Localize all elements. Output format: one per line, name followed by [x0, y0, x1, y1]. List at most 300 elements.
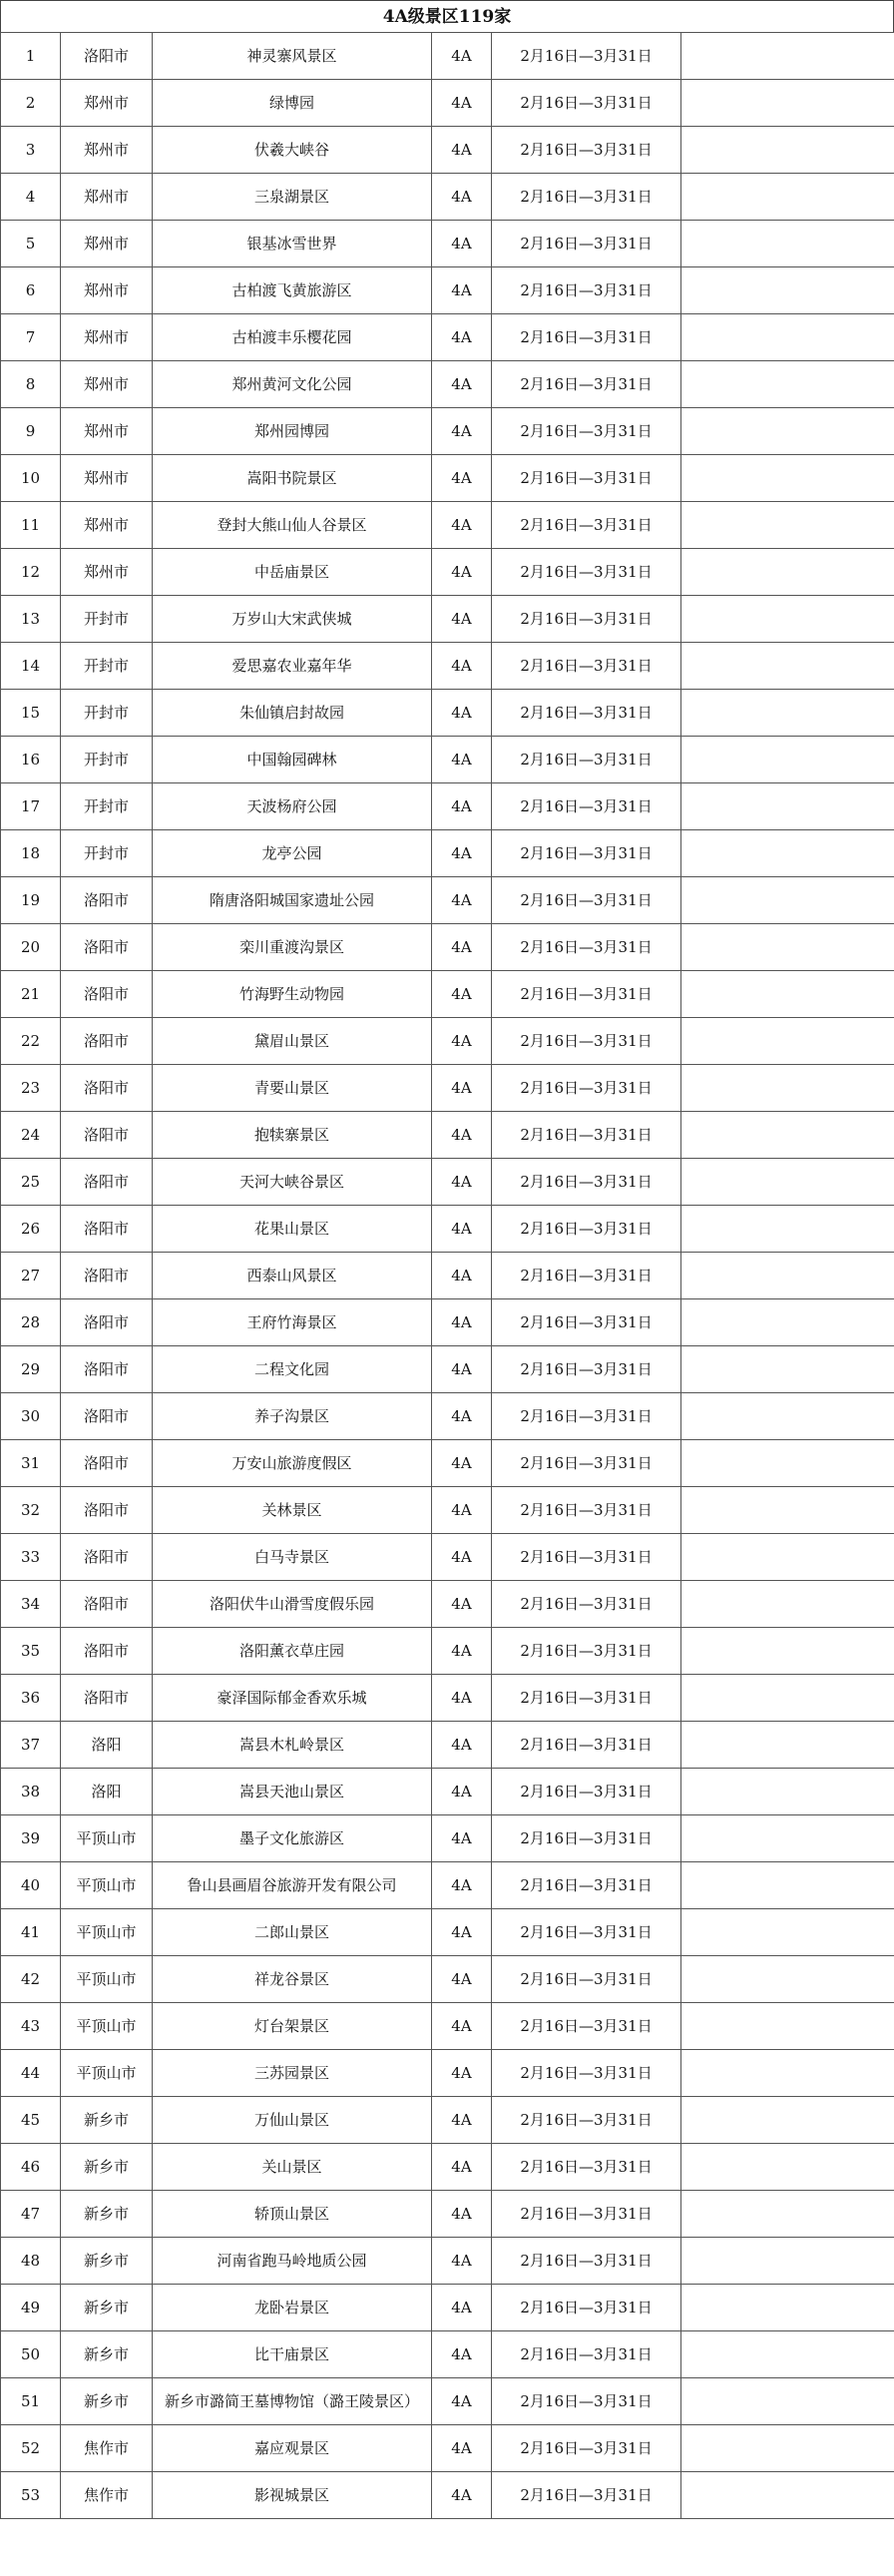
date-range-cell: 2月16日—3月31日	[492, 1769, 681, 1815]
level-cell: 4A	[432, 1346, 492, 1393]
scenic-area-name-cell: 竹海野生动物园	[153, 971, 432, 1018]
empty-cell	[681, 1581, 894, 1628]
scenic-area-name-cell: 古柏渡丰乐樱花园	[153, 314, 432, 361]
scenic-area-name-cell: 洛阳薰衣草庄园	[153, 1628, 432, 1675]
scenic-area-name-cell: 郑州黄河文化公园	[153, 361, 432, 408]
row-number-cell: 2	[1, 80, 61, 127]
city-cell: 洛阳市	[61, 1581, 153, 1628]
row-number-cell: 41	[1, 1909, 61, 1956]
city-cell: 平顶山市	[61, 2050, 153, 2097]
empty-cell	[681, 783, 894, 830]
city-cell: 洛阳市	[61, 1112, 153, 1159]
table-row	[1, 2378, 894, 2425]
row-number-cell: 11	[1, 502, 61, 549]
city-cell: 洛阳市	[61, 1253, 153, 1299]
level-cell: 4A	[432, 1065, 492, 1112]
table-row	[1, 502, 894, 549]
empty-cell	[681, 1065, 894, 1112]
row-number-cell: 9	[1, 408, 61, 455]
date-range-cell: 2月16日—3月31日	[492, 1909, 681, 1956]
level-cell: 4A	[432, 924, 492, 971]
level-cell: 4A	[432, 267, 492, 314]
level-cell: 4A	[432, 1206, 492, 1253]
table-row	[1, 643, 894, 690]
table-row	[1, 2144, 894, 2191]
scenic-area-name-cell: 豪泽国际郁金香欢乐城	[153, 1675, 432, 1722]
table-row	[1, 455, 894, 502]
empty-cell	[681, 455, 894, 502]
city-cell: 开封市	[61, 690, 153, 737]
table-row	[1, 1065, 894, 1112]
row-number-cell: 31	[1, 1440, 61, 1487]
table-row	[1, 1346, 894, 1393]
scenic-area-name-cell: 抱犊寨景区	[153, 1112, 432, 1159]
row-number-cell: 53	[1, 2472, 61, 2519]
scenic-area-name-cell: 中岳庙景区	[153, 549, 432, 596]
city-cell: 洛阳	[61, 1722, 153, 1769]
date-range-cell: 2月16日—3月31日	[492, 643, 681, 690]
city-cell: 郑州市	[61, 361, 153, 408]
date-range-cell: 2月16日—3月31日	[492, 2425, 681, 2472]
date-range-cell: 2月16日—3月31日	[492, 596, 681, 643]
empty-cell	[681, 1440, 894, 1487]
level-cell: 4A	[432, 1253, 492, 1299]
city-cell: 开封市	[61, 783, 153, 830]
scenic-area-name-cell: 洛阳伏牛山滑雪度假乐园	[153, 1581, 432, 1628]
scenic-area-name-cell: 中国翰园碑林	[153, 737, 432, 783]
empty-cell	[681, 1769, 894, 1815]
city-cell: 洛阳市	[61, 971, 153, 1018]
city-cell: 郑州市	[61, 314, 153, 361]
city-cell: 焦作市	[61, 2472, 153, 2519]
date-range-cell: 2月16日—3月31日	[492, 267, 681, 314]
row-number-cell: 23	[1, 1065, 61, 1112]
date-range-cell: 2月16日—3月31日	[492, 737, 681, 783]
scenic-area-name-cell: 绿博园	[153, 80, 432, 127]
level-cell: 4A	[432, 1909, 492, 1956]
empty-cell	[681, 1206, 894, 1253]
empty-cell	[681, 2425, 894, 2472]
table-row	[1, 924, 894, 971]
table-row	[1, 2331, 894, 2378]
city-cell: 洛阳市	[61, 1206, 153, 1253]
row-number-cell: 12	[1, 549, 61, 596]
level-cell: 4A	[432, 690, 492, 737]
table-row	[1, 1862, 894, 1909]
city-cell: 郑州市	[61, 174, 153, 221]
table-row	[1, 1253, 894, 1299]
scenic-area-name-cell: 栾川重渡沟景区	[153, 924, 432, 971]
level-cell: 4A	[432, 737, 492, 783]
city-cell: 平顶山市	[61, 1909, 153, 1956]
table-row	[1, 1299, 894, 1346]
empty-cell	[681, 314, 894, 361]
date-range-cell: 2月16日—3月31日	[492, 783, 681, 830]
level-cell: 4A	[432, 1487, 492, 1534]
city-cell: 新乡市	[61, 2331, 153, 2378]
table-row	[1, 2097, 894, 2144]
city-cell: 洛阳市	[61, 877, 153, 924]
level-cell: 4A	[432, 1299, 492, 1346]
level-cell: 4A	[432, 314, 492, 361]
empty-cell	[681, 549, 894, 596]
city-cell: 平顶山市	[61, 2003, 153, 2050]
empty-cell	[681, 1112, 894, 1159]
city-cell: 平顶山市	[61, 1956, 153, 2003]
empty-cell	[681, 877, 894, 924]
scenic-area-name-cell: 朱仙镇启封故园	[153, 690, 432, 737]
level-cell: 4A	[432, 596, 492, 643]
date-range-cell: 2月16日—3月31日	[492, 1440, 681, 1487]
date-range-cell: 2月16日—3月31日	[492, 971, 681, 1018]
city-cell: 新乡市	[61, 2238, 153, 2285]
date-range-cell: 2月16日—3月31日	[492, 1018, 681, 1065]
level-cell: 4A	[432, 1581, 492, 1628]
date-range-cell: 2月16日—3月31日	[492, 2472, 681, 2519]
empty-cell	[681, 643, 894, 690]
city-cell: 郑州市	[61, 267, 153, 314]
row-number-cell: 28	[1, 1299, 61, 1346]
table-row	[1, 2472, 894, 2519]
scenic-area-name-cell: 比干庙景区	[153, 2331, 432, 2378]
city-cell: 洛阳市	[61, 1487, 153, 1534]
scenic-area-name-cell: 轿顶山景区	[153, 2191, 432, 2238]
table-row	[1, 737, 894, 783]
date-range-cell: 2月16日—3月31日	[492, 2003, 681, 2050]
empty-cell	[681, 1909, 894, 1956]
level-cell: 4A	[432, 1769, 492, 1815]
table-row	[1, 1206, 894, 1253]
scenic-area-name-cell: 王府竹海景区	[153, 1299, 432, 1346]
table-row	[1, 1440, 894, 1487]
date-range-cell: 2月16日—3月31日	[492, 33, 681, 80]
date-range-cell: 2月16日—3月31日	[492, 1722, 681, 1769]
city-cell: 郑州市	[61, 80, 153, 127]
row-number-cell: 20	[1, 924, 61, 971]
scenic-area-name-cell: 三泉湖景区	[153, 174, 432, 221]
date-range-cell: 2月16日—3月31日	[492, 1112, 681, 1159]
level-cell: 4A	[432, 1018, 492, 1065]
scenic-area-name-cell: 万安山旅游度假区	[153, 1440, 432, 1487]
scenic-area-name-cell: 灯台架景区	[153, 2003, 432, 2050]
date-range-cell: 2月16日—3月31日	[492, 1159, 681, 1206]
date-range-cell: 2月16日—3月31日	[492, 2097, 681, 2144]
table-row	[1, 127, 894, 174]
level-cell: 4A	[432, 2472, 492, 2519]
level-cell: 4A	[432, 80, 492, 127]
city-cell: 洛阳市	[61, 1299, 153, 1346]
city-cell: 新乡市	[61, 2378, 153, 2425]
city-cell: 洛阳市	[61, 1018, 153, 1065]
table-row	[1, 1534, 894, 1581]
row-number-cell: 19	[1, 877, 61, 924]
date-range-cell: 2月16日—3月31日	[492, 127, 681, 174]
date-range-cell: 2月16日—3月31日	[492, 1815, 681, 1862]
level-cell: 4A	[432, 1815, 492, 1862]
date-range-cell: 2月16日—3月31日	[492, 1956, 681, 2003]
row-number-cell: 46	[1, 2144, 61, 2191]
table-row	[1, 221, 894, 267]
date-range-cell: 2月16日—3月31日	[492, 2144, 681, 2191]
table-row	[1, 2003, 894, 2050]
empty-cell	[681, 2097, 894, 2144]
table-row	[1, 1393, 894, 1440]
scenic-area-name-cell: 影视城景区	[153, 2472, 432, 2519]
row-number-cell: 21	[1, 971, 61, 1018]
level-cell: 4A	[432, 1393, 492, 1440]
date-range-cell: 2月16日—3月31日	[492, 174, 681, 221]
empty-cell	[681, 361, 894, 408]
scenic-area-name-cell: 祥龙谷景区	[153, 1956, 432, 2003]
date-range-cell: 2月16日—3月31日	[492, 1675, 681, 1722]
row-number-cell: 30	[1, 1393, 61, 1440]
date-range-cell: 2月16日—3月31日	[492, 690, 681, 737]
row-number-cell: 29	[1, 1346, 61, 1393]
level-cell: 4A	[432, 1534, 492, 1581]
scenic-area-name-cell: 关林景区	[153, 1487, 432, 1534]
empty-cell	[681, 2285, 894, 2331]
table-row	[1, 2425, 894, 2472]
scenic-area-name-cell: 登封大熊山仙人谷景区	[153, 502, 432, 549]
scenic-area-name-cell: 鲁山县画眉谷旅游开发有限公司	[153, 1862, 432, 1909]
date-range-cell: 2月16日—3月31日	[492, 877, 681, 924]
city-cell: 新乡市	[61, 2097, 153, 2144]
city-cell: 郑州市	[61, 127, 153, 174]
date-range-cell: 2月16日—3月31日	[492, 2191, 681, 2238]
scenic-area-name-cell: 嘉应观景区	[153, 2425, 432, 2472]
level-cell: 4A	[432, 2050, 492, 2097]
scenic-area-name-cell: 三苏园景区	[153, 2050, 432, 2097]
row-number-cell: 45	[1, 2097, 61, 2144]
empty-cell	[681, 2144, 894, 2191]
city-cell: 郑州市	[61, 221, 153, 267]
empty-cell	[681, 174, 894, 221]
scenic-area-name-cell: 爱思嘉农业嘉年华	[153, 643, 432, 690]
level-cell: 4A	[432, 502, 492, 549]
level-cell: 4A	[432, 221, 492, 267]
date-range-cell: 2月16日—3月31日	[492, 1534, 681, 1581]
table-row	[1, 1628, 894, 1675]
scenic-area-name-cell: 天波杨府公园	[153, 783, 432, 830]
city-cell: 郑州市	[61, 549, 153, 596]
level-cell: 4A	[432, 1440, 492, 1487]
row-number-cell: 38	[1, 1769, 61, 1815]
scenic-area-name-cell: 嵩县天池山景区	[153, 1769, 432, 1815]
level-cell: 4A	[432, 1628, 492, 1675]
table-row	[1, 408, 894, 455]
level-cell: 4A	[432, 2378, 492, 2425]
date-range-cell: 2月16日—3月31日	[492, 1862, 681, 1909]
row-number-cell: 8	[1, 361, 61, 408]
scenic-area-name-cell: 隋唐洛阳城国家遗址公园	[153, 877, 432, 924]
level-cell: 4A	[432, 783, 492, 830]
row-number-cell: 42	[1, 1956, 61, 2003]
city-cell: 新乡市	[61, 2144, 153, 2191]
empty-cell	[681, 80, 894, 127]
empty-cell	[681, 1159, 894, 1206]
city-cell: 开封市	[61, 830, 153, 877]
level-cell: 4A	[432, 1159, 492, 1206]
row-number-cell: 14	[1, 643, 61, 690]
table-row	[1, 1112, 894, 1159]
level-cell: 4A	[432, 2331, 492, 2378]
table-title: 4A级景区119家	[0, 0, 894, 32]
row-number-cell: 32	[1, 1487, 61, 1534]
table-row	[1, 1581, 894, 1628]
row-number-cell: 51	[1, 2378, 61, 2425]
scenic-area-name-cell: 龙卧岩景区	[153, 2285, 432, 2331]
table-row	[1, 1956, 894, 2003]
scenic-area-name-cell: 万岁山大宋武侠城	[153, 596, 432, 643]
city-cell: 洛阳市	[61, 924, 153, 971]
city-cell: 洛阳市	[61, 1628, 153, 1675]
level-cell: 4A	[432, 971, 492, 1018]
level-cell: 4A	[432, 2425, 492, 2472]
table-row	[1, 361, 894, 408]
date-range-cell: 2月16日—3月31日	[492, 1206, 681, 1253]
level-cell: 4A	[432, 455, 492, 502]
date-range-cell: 2月16日—3月31日	[492, 2285, 681, 2331]
date-range-cell: 2月16日—3月31日	[492, 1581, 681, 1628]
row-number-cell: 25	[1, 1159, 61, 1206]
empty-cell	[681, 1487, 894, 1534]
city-cell: 新乡市	[61, 2285, 153, 2331]
city-cell: 焦作市	[61, 2425, 153, 2472]
row-number-cell: 10	[1, 455, 61, 502]
scenic-area-name-cell: 新乡市潞简王墓博物馆（潞王陵景区）	[153, 2378, 432, 2425]
level-cell: 4A	[432, 2285, 492, 2331]
date-range-cell: 2月16日—3月31日	[492, 221, 681, 267]
table-row	[1, 1769, 894, 1815]
table-row	[1, 1487, 894, 1534]
table-row	[1, 690, 894, 737]
row-number-cell: 22	[1, 1018, 61, 1065]
city-cell: 郑州市	[61, 408, 153, 455]
date-range-cell: 2月16日—3月31日	[492, 1628, 681, 1675]
row-number-cell: 6	[1, 267, 61, 314]
level-cell: 4A	[432, 1956, 492, 2003]
empty-cell	[681, 408, 894, 455]
city-cell: 平顶山市	[61, 1862, 153, 1909]
level-cell: 4A	[432, 174, 492, 221]
empty-cell	[681, 1956, 894, 2003]
scenic-area-name-cell: 伏羲大峡谷	[153, 127, 432, 174]
scenic-area-name-cell: 古柏渡飞黄旅游区	[153, 267, 432, 314]
row-number-cell: 40	[1, 1862, 61, 1909]
empty-cell	[681, 33, 894, 80]
empty-cell	[681, 1862, 894, 1909]
table-row	[1, 596, 894, 643]
level-cell: 4A	[432, 2097, 492, 2144]
city-cell: 洛阳市	[61, 33, 153, 80]
level-cell: 4A	[432, 408, 492, 455]
row-number-cell: 33	[1, 1534, 61, 1581]
city-cell: 洛阳市	[61, 1346, 153, 1393]
row-number-cell: 43	[1, 2003, 61, 2050]
table-row	[1, 830, 894, 877]
level-cell: 4A	[432, 549, 492, 596]
scenic-area-name-cell: 郑州园博园	[153, 408, 432, 455]
level-cell: 4A	[432, 2191, 492, 2238]
date-range-cell: 2月16日—3月31日	[492, 1487, 681, 1534]
empty-cell	[681, 971, 894, 1018]
empty-cell	[681, 267, 894, 314]
row-number-cell: 39	[1, 1815, 61, 1862]
empty-cell	[681, 1346, 894, 1393]
empty-cell	[681, 924, 894, 971]
row-number-cell: 26	[1, 1206, 61, 1253]
empty-cell	[681, 2003, 894, 2050]
table-row	[1, 267, 894, 314]
table-row	[1, 1159, 894, 1206]
empty-cell	[681, 2238, 894, 2285]
row-number-cell: 15	[1, 690, 61, 737]
level-cell: 4A	[432, 643, 492, 690]
scenic-area-name-cell: 西泰山风景区	[153, 1253, 432, 1299]
table-row	[1, 549, 894, 596]
empty-cell	[681, 2331, 894, 2378]
scenic-area-name-cell: 嵩县木札岭景区	[153, 1722, 432, 1769]
table-row	[1, 783, 894, 830]
empty-cell	[681, 2472, 894, 2519]
scenic-area-name-cell: 白马寺景区	[153, 1534, 432, 1581]
city-cell: 洛阳市	[61, 1440, 153, 1487]
scenic-area-name-cell: 神灵寨风景区	[153, 33, 432, 80]
empty-cell	[681, 1253, 894, 1299]
row-number-cell: 34	[1, 1581, 61, 1628]
row-number-cell: 36	[1, 1675, 61, 1722]
table-row	[1, 314, 894, 361]
empty-cell	[681, 2050, 894, 2097]
empty-cell	[681, 127, 894, 174]
row-number-cell: 24	[1, 1112, 61, 1159]
city-cell: 郑州市	[61, 455, 153, 502]
date-range-cell: 2月16日—3月31日	[492, 502, 681, 549]
date-range-cell: 2月16日—3月31日	[492, 1346, 681, 1393]
table-row	[1, 1675, 894, 1722]
city-cell: 平顶山市	[61, 1815, 153, 1862]
scenic-area-name-cell: 河南省跑马岭地质公园	[153, 2238, 432, 2285]
row-number-cell: 4	[1, 174, 61, 221]
city-cell: 洛阳	[61, 1769, 153, 1815]
scenic-area-name-cell: 青要山景区	[153, 1065, 432, 1112]
level-cell: 4A	[432, 2003, 492, 2050]
date-range-cell: 2月16日—3月31日	[492, 2378, 681, 2425]
scenic-area-name-cell: 龙亭公园	[153, 830, 432, 877]
city-cell: 开封市	[61, 643, 153, 690]
date-range-cell: 2月16日—3月31日	[492, 1299, 681, 1346]
scenic-area-name-cell: 墨子文化旅游区	[153, 1815, 432, 1862]
row-number-cell: 5	[1, 221, 61, 267]
table-row	[1, 2238, 894, 2285]
scenic-area-name-cell: 二郎山景区	[153, 1909, 432, 1956]
row-number-cell: 49	[1, 2285, 61, 2331]
table-row	[1, 1909, 894, 1956]
empty-cell	[681, 1299, 894, 1346]
date-range-cell: 2月16日—3月31日	[492, 549, 681, 596]
scenic-area-name-cell: 花果山景区	[153, 1206, 432, 1253]
scenic-area-name-cell: 二程文化园	[153, 1346, 432, 1393]
table-row	[1, 2050, 894, 2097]
empty-cell	[681, 596, 894, 643]
level-cell: 4A	[432, 877, 492, 924]
empty-cell	[681, 830, 894, 877]
scenic-area-name-cell: 嵩阳书院景区	[153, 455, 432, 502]
row-number-cell: 3	[1, 127, 61, 174]
empty-cell	[681, 1628, 894, 1675]
date-range-cell: 2月16日—3月31日	[492, 361, 681, 408]
empty-cell	[681, 1675, 894, 1722]
